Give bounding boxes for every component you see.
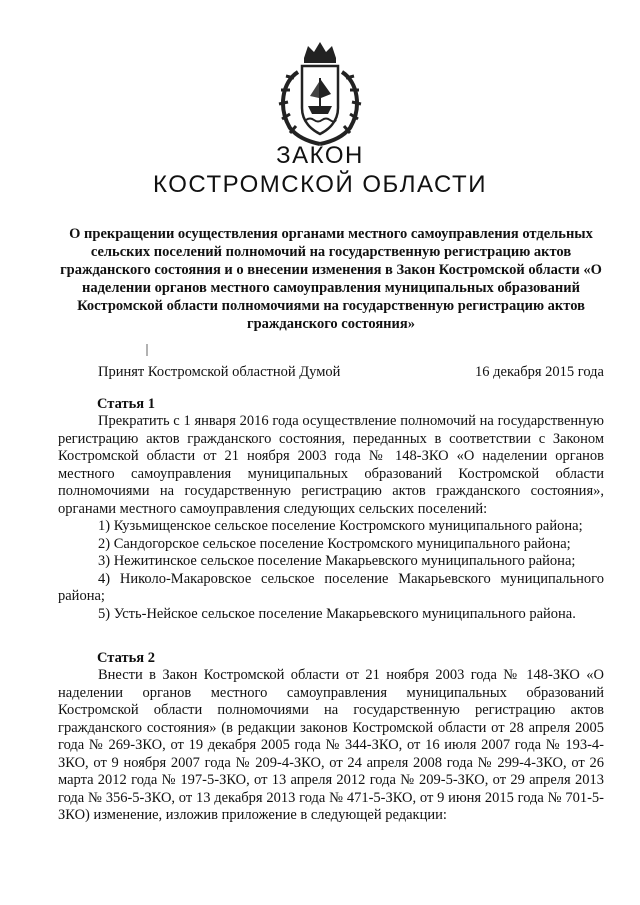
article-2-body bbox=[58, 667, 604, 825]
list-item: 2) Сандогорское сельское поселение Костромского муниципального района; bbox=[98, 535, 571, 552]
law-title: ЗАКОН bbox=[276, 142, 364, 169]
list-item: 5) Усть-Нейское сельское поселение Макарьевского муниципального района. bbox=[98, 605, 576, 622]
article-2-text: Внести в Закон Костромской области от 21 ноября 2003 года № 148-ЗКО «О наделении органов местного самоуправления муниципальных образований Костромской области полномочиями на государственную регистрацию актов гражданского состояния» (в редакции законов Костромской области от 28 апреля 2005 года № 269-ЗКО, от 19 декабря 2005 года № 344-ЗКО, от 16 июля 2007 года № 193-4-ЗКО, от 9 ноября 2007 года № 209-4-ЗКО, от 24 апреля 2008 года № 299-4-ЗКО, от 26 марта 2012 года № 197-5-ЗКО, от 13 апреля 2012 года № 209-5-ЗКО, от 29 апреля 2013 года № 356-5-ЗКО, от 13 декабря 2013 года № 471-5-ЗКО, от 9 июня 2015 года № 701-5-ЗКО) изменение, изложив приложение в следующей редакции: bbox=[58, 667, 604, 823]
adopted-by: Принят Костромской областной Думой bbox=[98, 364, 341, 380]
region-title: КОСТРОМСКОЙ ОБЛАСТИ bbox=[153, 171, 487, 198]
article-2-title: Статья 2 bbox=[97, 650, 155, 666]
kostroma-coat-of-arms-icon bbox=[268, 38, 372, 148]
adoption-date: 16 декабря 2015 года bbox=[475, 364, 604, 380]
list-item: 4) Николо-Макаровское сельское поселение Макарьевского муниципального района; bbox=[58, 570, 604, 604]
article-1-intro: Прекратить с 1 января 2016 года осуществление полномочий на государственную регистрацию актов гражданского состояния, переданных в соответствии с Законом Костромской области от 21 ноября 2003 года № 148-ЗКО «О наделении органов местного самоуправления муниципальных образований Костромской области полномочиями на государственную регистрацию актов гражданского состояния», органами местного самоуправления следующих сельских поселений: bbox=[58, 413, 604, 517]
list-item: 3) Нежитинское сельское поселение Макарьевского муниципального района; bbox=[98, 553, 576, 569]
law-subject-heading: О прекращении осуществления органами местного самоуправления отдельных сельских поселений полномочий на государственную регистрацию актов гражданского состояния и о внесении изменения в Закон Костромской области «О наделении органов местного самоуправления муниципальных образований Костромской области полномочиями на государственную регистрацию актов гражданского состояния» bbox=[60, 226, 602, 332]
stray-mark bbox=[146, 344, 148, 356]
article-1-title: Статья 1 bbox=[97, 396, 155, 412]
list-item: 1) Кузьмищенское сельское поселение Костромского муниципального района; bbox=[98, 518, 583, 534]
article-1-body bbox=[58, 413, 604, 623]
